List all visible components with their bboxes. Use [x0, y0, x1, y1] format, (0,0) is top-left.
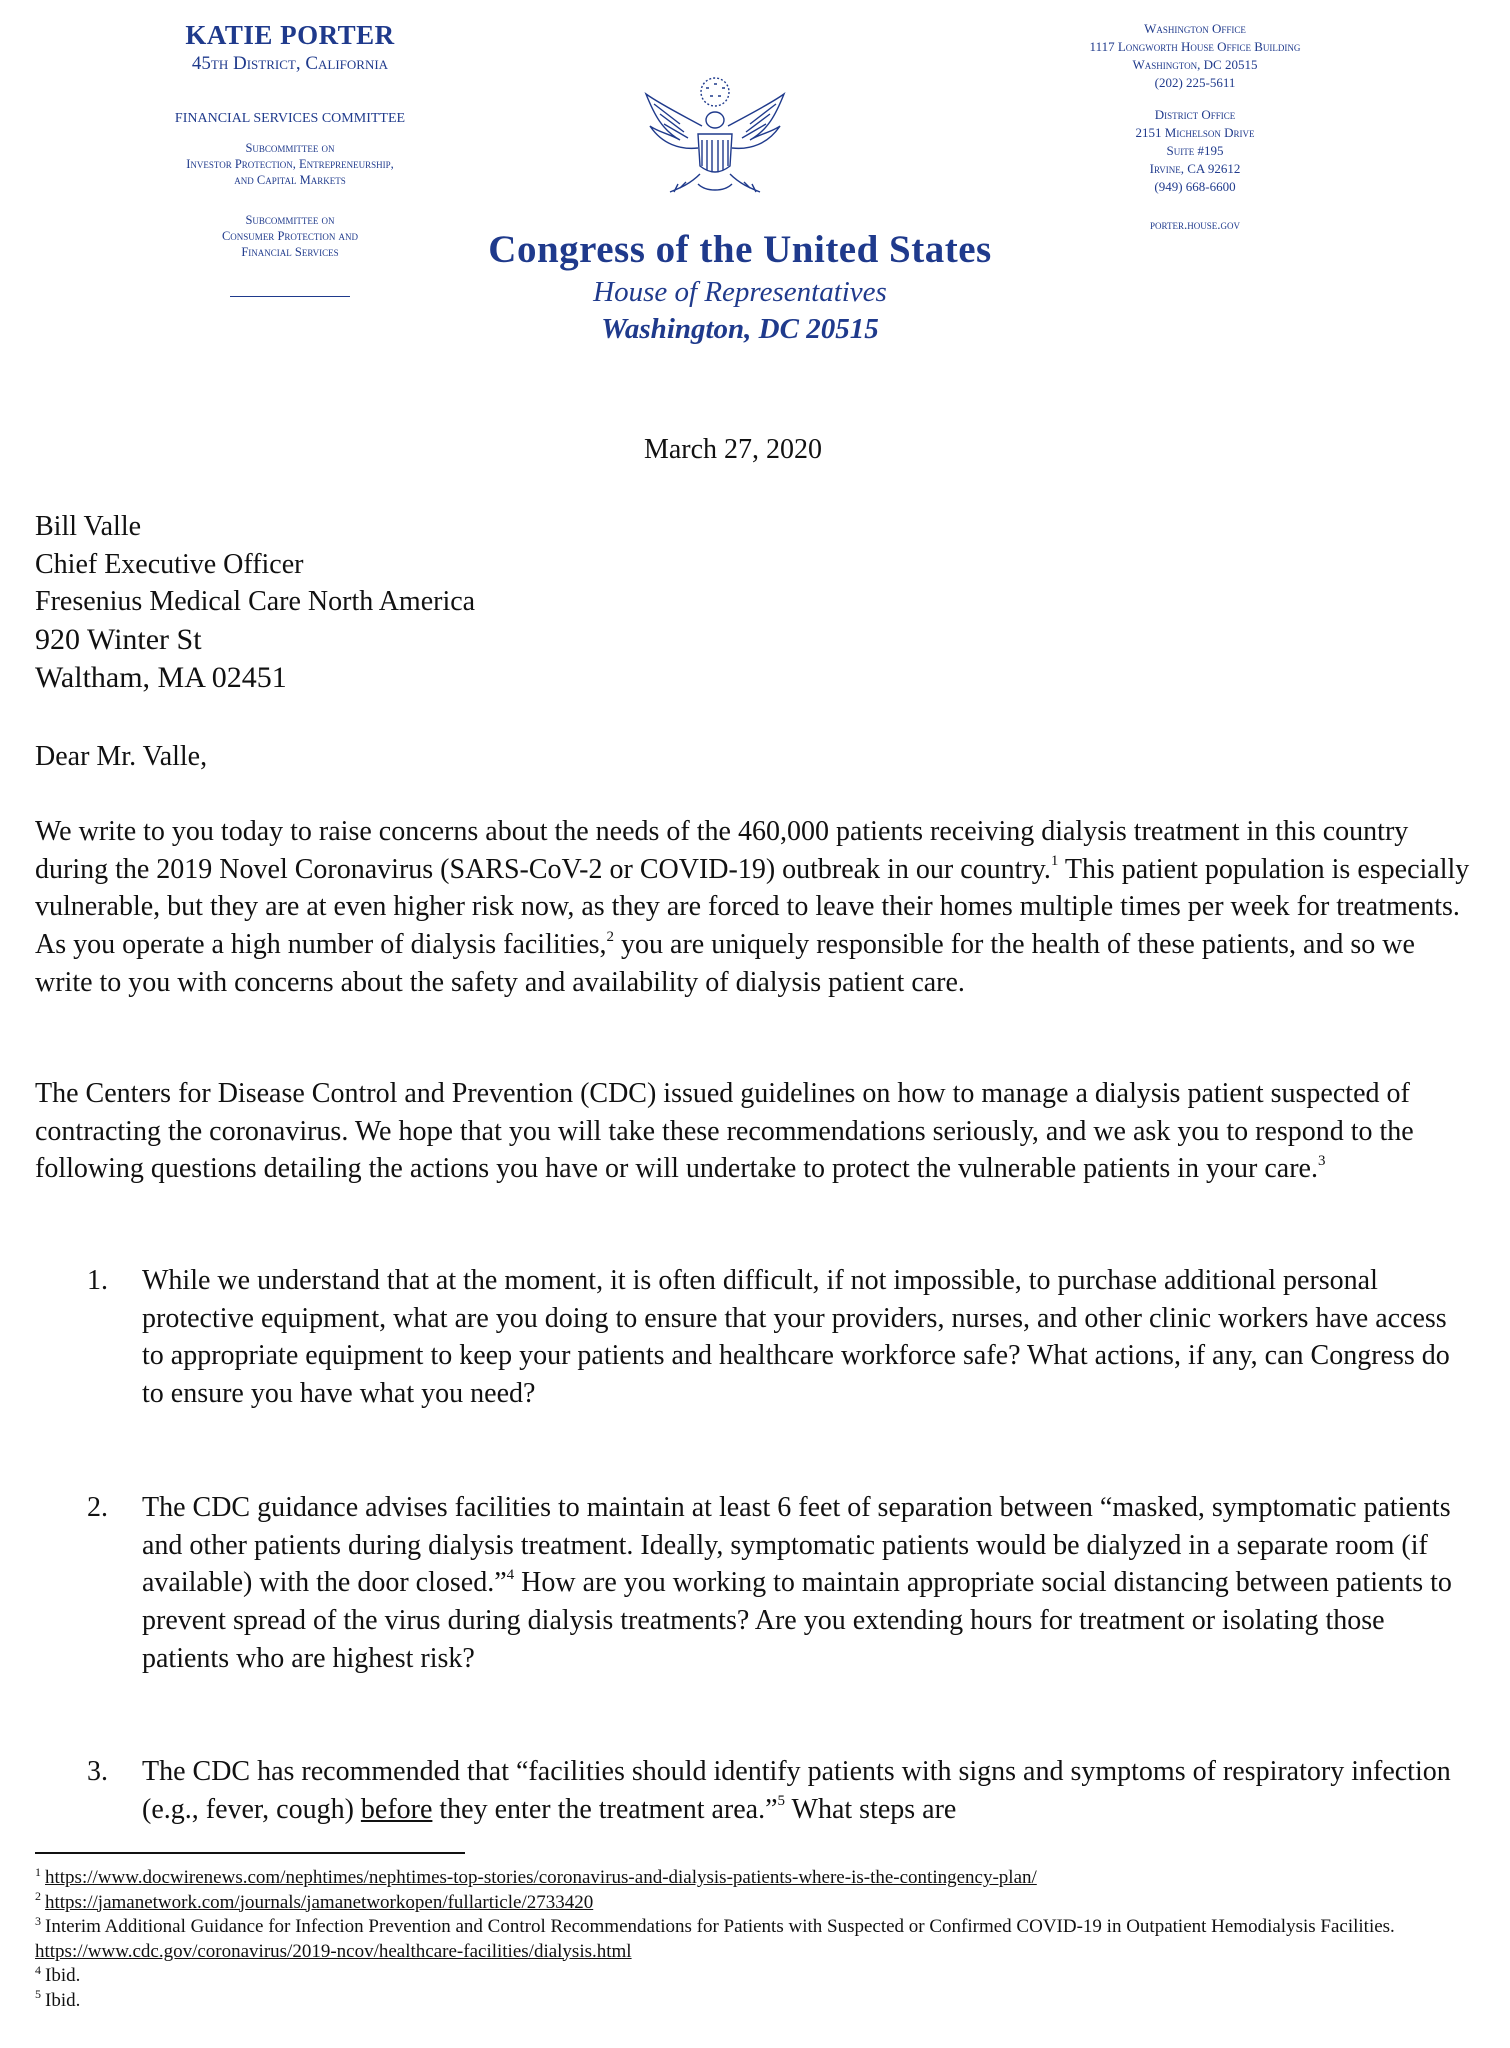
footnote-divider	[35, 1852, 465, 1854]
house-title: House of Representatives	[593, 276, 887, 308]
question-number: 2.	[87, 1492, 108, 1523]
district-office: District Office 2151 Michelson Drive Suite #195 Irvine, CA 92612 (949) 668-6600	[1135, 107, 1255, 194]
committee-name: FINANCIAL SERVICES COMMITTEE	[174, 111, 406, 126]
recipient-title: Chief Executive Officer	[35, 548, 304, 580]
footnote-2: $^2$ https://jamanetwork.com/journals/jamanetworkopen/fullarticle/2733420	[35, 1889, 594, 1913]
paragraph-2: The Centers for Disease Control and Prevention (CDC) issued guidelines on how to manage a dialysis patient suspected of contracting the coronavirus. We hope that you will take these recommendations seriously, and we ask you to respond to the following questions detailing the actions you have or will undertake to protect the vulnerable patients in your care.$^3$	[35, 1078, 1414, 1185]
footnote-link[interactable]: https://www.cdc.gov/coronavirus/2019-ncov/healthcare-facilities/dialysis.html	[35, 1940, 632, 1962]
question-text: While we understand that at the moment, it is often difficult, if not impossible, to purchase additional personal protective equipment, what are you doing to ensure that your providers, nurses, and other clinic workers have access to appropriate equipment to keep your patients and healthcare workforce safe? What actions, if any, can Congress do to ensure you have what you need?	[142, 1265, 1450, 1410]
footnotes	[35, 1866, 1475, 2013]
question-number: 1.	[87, 1265, 108, 1296]
footnote-ref-2: 2	[606, 928, 615, 945]
recipient-city: Waltham, MA 02451	[35, 661, 287, 695]
question-text: The CDC guidance advises facilities to maintain at least 6 feet of separation between “masked, symptomatic patients and other patients during dialysis treatment. Ideally, symptomatic patients would be dialyzed in a separate room (if available) with the door closed.”$^4$ How are you working to maintain appropriate social distancing between patients to prevent spread of the virus during dialysis treatments? Are you extending hours for treatment or isolating those patients who are highest risk?	[142, 1492, 1452, 1674]
footnote-ref-1: 1	[1050, 853, 1059, 870]
member-name: KATIE PORTER	[185, 20, 395, 50]
eagle-seal-icon	[640, 74, 790, 206]
footnote-link[interactable]: https://www.docwirenews.com/nephtimes/nephtimes-top-stories/coronavirus-and-dialysis-patients-where-is-the-contingency-plan/	[45, 1867, 1037, 1888]
letterhead-center	[430, 226, 1050, 348]
letter-date: March 27, 2020	[643, 434, 823, 465]
footnote-ref-3: 3	[1317, 1153, 1326, 1170]
congress-title: Congress of the United States	[488, 228, 992, 271]
member-district: 45th District, California	[191, 53, 389, 74]
footnote-1: $^1$ https://www.docwirenews.com/nephtimes/nephtimes-top-stories/coronavirus-and-dialysis-patients-where-is-the-contingency-plan/	[35, 1864, 1037, 1888]
footnote-5: $^5$ Ibid.	[35, 1987, 81, 2011]
city-title: Washington, DC 20515	[601, 313, 879, 345]
salutation: Dear Mr. Valle,	[35, 741, 208, 772]
question-number: 3.	[87, 1756, 108, 1787]
website: porter.house.gov	[1150, 217, 1240, 232]
footnote-4: $^4$ Ibid.	[35, 1962, 81, 1986]
letterhead-left	[100, 18, 480, 297]
subcommittee-1: Subcommittee on Investor Protection, Entrepreneurship, and Capital Markets	[186, 141, 394, 187]
underlined-word: before	[360, 1793, 433, 1825]
letterhead-right	[1015, 20, 1375, 234]
footnote-ref-5: 5	[777, 1793, 786, 1810]
footnote-link[interactable]: https://jamanetwork.com/journals/jamanetworkopen/fullarticle/2733420	[45, 1891, 594, 1913]
recipient-address	[35, 508, 475, 697]
paragraph-1: We write to you today to raise concerns about the needs of the 460,000 patients receiving dialysis treatment in this country during the 2019 Novel Coronavirus (SARS-CoV-2 or COVID-19) outbreak in our country.$^1$ This patient population is especially vulnerable, but they are at even higher risk now, as they are forced to leave their homes multiple times per week for treatments. As you operate a high number of dialysis facilities,$^2$ you are uniquely responsible for the health of these patients, and so we write to you with concerns about the safety and availability of dialysis patient care.	[35, 816, 1470, 998]
footnote-3: $^3$ Interim Additional Guidance for Infection Prevention and Control Recommendations for Patients with Suspected or Confirmed COVID-19 in Outpatient Hemodialysis Facilities. https://www.cdc.gov/coronavirus/2019-ncov/healthcare-facilities/dialysis.html	[35, 1913, 1395, 1962]
question-text: The CDC has recommended that “facilities should identify patients with signs and symptoms of respiratory infection (e.g., fever, cough) before they enter the treatment area.”$^5$ What steps are	[142, 1756, 1451, 1825]
letterhead-divider	[230, 296, 350, 297]
recipient-name: Bill Valle	[35, 511, 142, 542]
recipient-street: 920 Winter St	[35, 623, 202, 657]
subcommittee-2: Subcommittee on Consumer Protection and Financial Services	[221, 213, 359, 259]
recipient-company: Fresenius Medical Care North America	[35, 586, 476, 618]
footnote-ref-4: 4	[506, 1567, 515, 1584]
washington-office: Washington Office 1117 Longworth House Office Building Washington, DC 20515 (202) 225-5611	[1089, 21, 1301, 90]
